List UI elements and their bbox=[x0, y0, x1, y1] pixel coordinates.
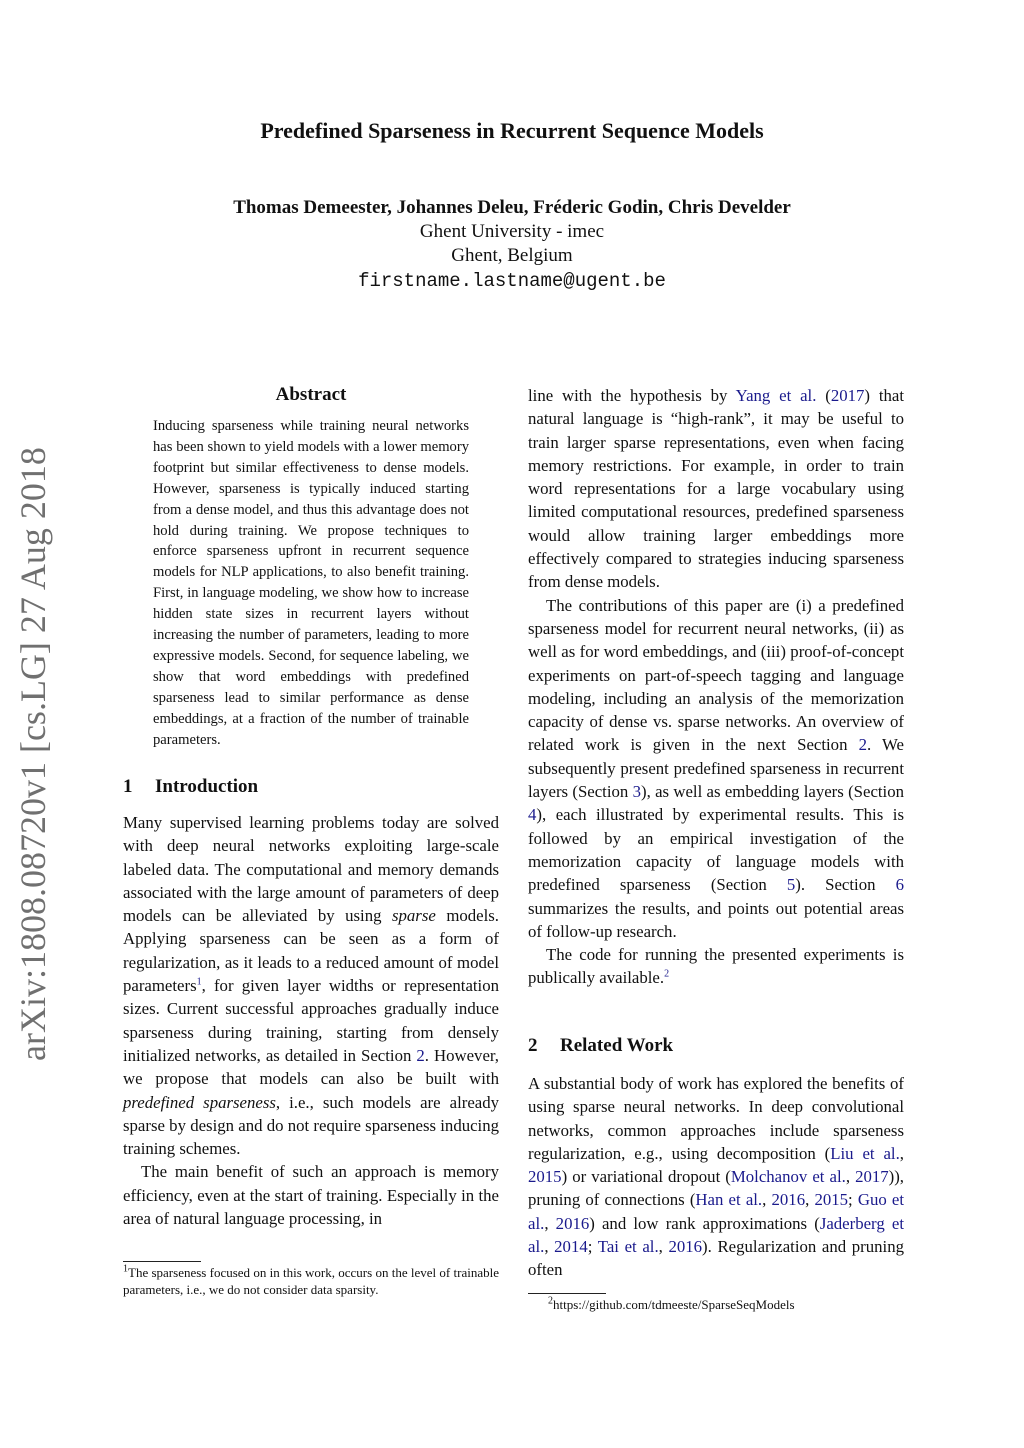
paragraph: line with the hypothesis by Yang et al. (2017) that natural language is “high-rank”, it may be useful to train larger sparse representations, even when facing memory restrictions. For example, in order to train word representations for a large vocabulary using limited computational resources, predefined sparseness would allow training larger embeddings more effectively compared to strategies inducing sparseness from dense models. bbox=[528, 386, 904, 592]
citation-link[interactable]: Yang et al. bbox=[735, 386, 817, 405]
citation-year-link[interactable]: 2017 bbox=[855, 1167, 889, 1187]
citation-link[interactable]: Tai et al. bbox=[597, 1237, 659, 1257]
footnote-2 bbox=[548, 1297, 904, 1314]
citation-year-link[interactable]: 2016 bbox=[771, 1190, 806, 1210]
section-link[interactable]: 6 bbox=[895, 875, 904, 895]
footnote-1 bbox=[123, 1265, 499, 1298]
footnote-link[interactable]: 1 bbox=[196, 976, 202, 988]
citation-link[interactable]: Guo et al. bbox=[528, 1190, 905, 1233]
author-email: firstname.lastname@ugent.be bbox=[358, 270, 666, 292]
paragraph: The main benefit of such an approach is memory efficiency, even at the start of training. Especially in the area of natural language processing, in bbox=[123, 1162, 499, 1229]
arxiv-identifier: arXiv:1808.08720v1 [cs.LG] 27 Aug 2018 bbox=[13, 447, 53, 1061]
emphasis-sparse: sparse bbox=[391, 906, 436, 926]
section-link[interactable]: 5 bbox=[786, 875, 796, 895]
section-title: Related Work bbox=[560, 1035, 674, 1056]
related-work-body bbox=[528, 1072, 904, 1282]
footnote-link[interactable]: 2 bbox=[664, 968, 670, 980]
section-title: Introduction bbox=[155, 776, 259, 797]
section-link[interactable]: 2 bbox=[858, 735, 868, 755]
paragraph: The contributions of this paper are (i) a predefined sparseness model for recurrent neural networks, (ii) as well as for word embeddings, and (iii) proof-of-concept experiments on part-of-speech tagging and language modeling, including an analysis of the memorization capacity of dense vs. sparse networks. An overview of related work is given in the next Section 2. We subsequently present predefined sparseness in recurrent layers (Section 3), as well as embedding layers (Section 4), each illustrated by experimental results. This is followed by an empirical investigation of the memorization capacity of language models with predefined sparseness (Section 5). Section 6 summarizes the results, and points out potential areas of follow-up research. bbox=[528, 595, 905, 941]
paragraph: Many supervised learning problems today are solved with deep neural networks exploiting large-scale labeled data. The computational and memory demands associated with the large amount of parameters of deep models can be alleviated by using sparse models. Applying sparseness can be seen as a form of regularization, as it leads to a reduced amount of model parameters$^1$, for given layer widths or representation sizes. Current successful approaches gradually induce sparseness during training, starting from densely initialized networks, as detailed in Section 2. However, we propose that models can also be built with predefined sparseness, i.e., such models are already sparse by design and do not require sparseness inducing training schemes. bbox=[123, 813, 500, 1159]
abstract-heading: Abstract bbox=[275, 384, 347, 405]
right-column-body bbox=[528, 384, 904, 990]
abstract-body: Inducing sparseness while training neural networks has been shown to yield models with a lower memory footprint but similar effectiveness to dense models. However, sparseness is typically induced starting from a dense model, and thus this advantage does not hold during training. We propose techniques to enforce sparseness upfront in recurrent sequence models for NLP applications, to also benefit training. First, in language modeling, we show how to increase hidden state sizes in recurrent layers without increasing the number of parameters, leading to more expressive models. Second, for sequence labeling, we show that word embeddings with predefined sparseness lead to similar performance as dense embeddings, at a fraction of the number of trainable parameters. bbox=[153, 418, 469, 748]
footnote-url[interactable]: https://github.com/tdmeeste/SparseSeqModels bbox=[553, 1297, 795, 1312]
citation-link[interactable]: Liu et al. bbox=[830, 1143, 900, 1163]
citation-year-link[interactable]: 2015 bbox=[814, 1190, 849, 1210]
section-number: 1 bbox=[123, 776, 133, 797]
introduction-body bbox=[123, 811, 499, 1230]
footnote-divider bbox=[528, 1293, 606, 1294]
citation-year-link[interactable]: 2016 bbox=[555, 1213, 590, 1233]
footnote-mark: 2 bbox=[548, 1295, 553, 1307]
section-heading-related-work bbox=[528, 1035, 904, 1057]
section-link[interactable]: 3 bbox=[632, 782, 641, 802]
paper-title: Predefined Sparseness in Recurrent Sequence Models bbox=[260, 118, 764, 143]
emphasis-predefined: predefined sparseness bbox=[123, 1092, 276, 1112]
paragraph: A substantial body of work has explored the benefits of using sparse neural networks. In deep convolutional networks, common approaches include sparseness regularization, e.g., using decomposition (Liu et al., 2015) or variational dropout (Molchanov et al., 2017)), pruning of connections (Han et al., 2016, 2015; Guo et al., 2016) and low rank approximations (Jaderberg et al., 2014; Tai et al., 2016). Regularization and pruning often bbox=[528, 1074, 905, 1280]
citation-link[interactable]: Han et al. bbox=[695, 1190, 763, 1210]
section-heading-introduction bbox=[123, 776, 499, 798]
citation-year-link[interactable]: 2017 bbox=[830, 386, 865, 405]
section-link[interactable]: 4 bbox=[528, 805, 537, 825]
footnote-mark: 1 bbox=[123, 1263, 128, 1275]
footnote-divider bbox=[123, 1261, 201, 1262]
citation-year-link[interactable]: 2014 bbox=[554, 1237, 588, 1257]
section-link[interactable]: 2 bbox=[416, 1045, 425, 1065]
citation-link[interactable]: Molchanov et al. bbox=[730, 1167, 846, 1187]
affiliation: Ghent University - imec bbox=[419, 221, 605, 242]
location: Ghent, Belgium bbox=[451, 245, 573, 266]
footnote-text: The sparseness focused on in this work, occurs on the level of trainable parameters, i.e., we do not consider data sparsity. bbox=[123, 1265, 499, 1297]
section-number: 2 bbox=[528, 1035, 538, 1056]
paragraph: The code for running the presented experiments is publically available.$^2$ bbox=[528, 945, 904, 988]
citation-link[interactable]: Jaderberg et al. bbox=[528, 1213, 904, 1257]
citation-year-link[interactable]: 2016 bbox=[668, 1237, 703, 1257]
author-list: Thomas Demeester, Johannes Deleu, Fréderic Godin, Chris Develder bbox=[233, 197, 791, 218]
citation-year-link[interactable]: 2015 bbox=[528, 1167, 562, 1187]
